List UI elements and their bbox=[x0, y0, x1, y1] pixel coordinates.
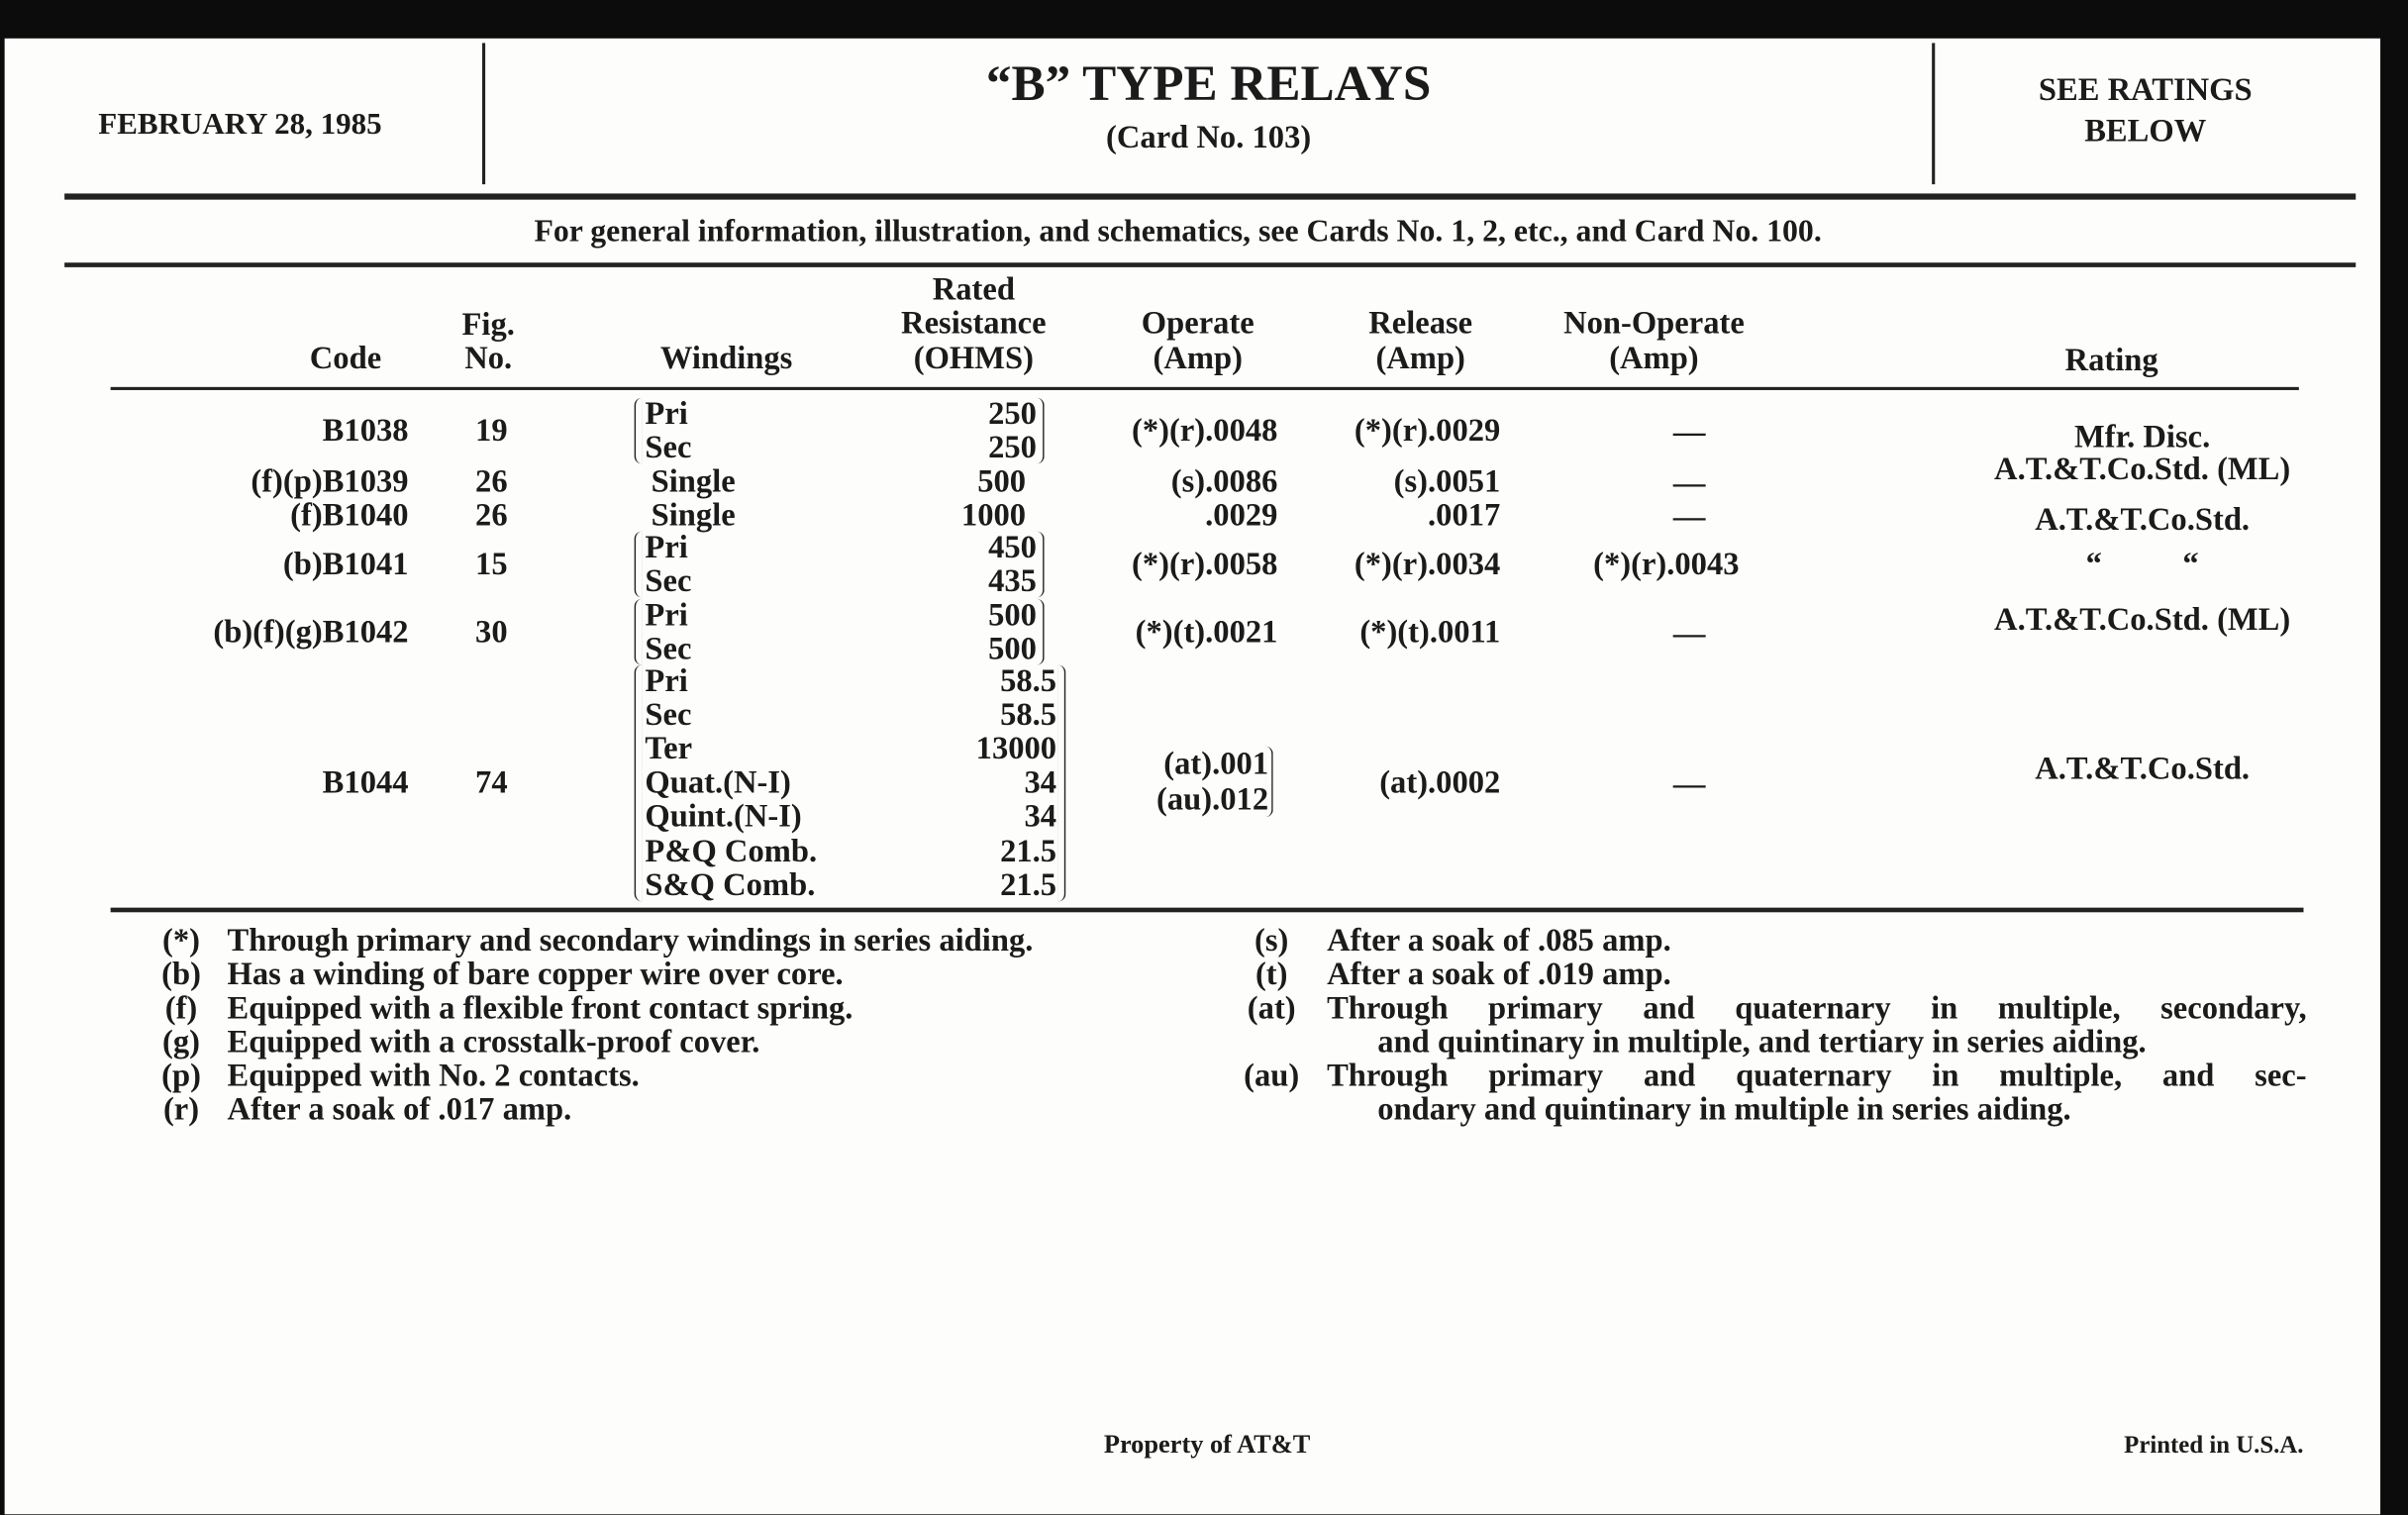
winding-ohms: 21.5 bbox=[1000, 865, 1057, 903]
row-non-operate: (*)(r).0043 bbox=[1593, 545, 1740, 582]
card-title: “B” TYPE RELAYS bbox=[985, 56, 1432, 113]
property-notice: Property of AT&T bbox=[1103, 1429, 1311, 1460]
col-operate-line2: (Amp) bbox=[1153, 339, 1244, 376]
footnote-text: ondary and quintinary in multiple in series aiding. bbox=[1377, 1090, 2071, 1128]
row-code: (b)(f)(g)B1042 bbox=[213, 612, 409, 651]
footnote-key: (g) bbox=[162, 1022, 201, 1060]
ohms-right-brace bbox=[1037, 599, 1045, 665]
header-divider-left bbox=[482, 43, 485, 184]
card-number: (Card No. 103) bbox=[1106, 118, 1312, 155]
winding-name: Pri bbox=[645, 528, 688, 565]
col-rating: Rating bbox=[2064, 341, 2158, 378]
winding-ohms: 250 bbox=[988, 394, 1037, 432]
winding-ohms: 500 bbox=[988, 630, 1037, 667]
windings-left-brace bbox=[635, 398, 643, 464]
footnote-key: (t) bbox=[1254, 955, 1288, 992]
footnote-key: (p) bbox=[161, 1057, 201, 1094]
footnote-key: (au) bbox=[1244, 1057, 1300, 1094]
winding-name: Single bbox=[651, 495, 736, 534]
footnote-text: Equipped with a flexible front contact spring. bbox=[227, 988, 853, 1027]
footnote-text: Has a winding of bare copper wire over core. bbox=[227, 955, 844, 992]
winding-name: Quint.(N-I) bbox=[645, 797, 802, 835]
winding-name: P&Q Comb. bbox=[645, 831, 818, 869]
footnote-text: Equipped with No. 2 contacts. bbox=[227, 1057, 640, 1094]
ohms-right-brace bbox=[1058, 665, 1066, 901]
info-rule bbox=[64, 262, 2356, 267]
winding-name: Sec bbox=[645, 561, 692, 600]
footnote-text: Through primary and quaternary in multiple, secondary, bbox=[1327, 988, 2307, 1027]
row-operate: (*)(r).0048 bbox=[1132, 411, 1278, 449]
winding-name: Quat.(N-I) bbox=[645, 763, 791, 801]
row-non-operate: — bbox=[1672, 413, 1706, 451]
row-fig: 26 bbox=[475, 461, 508, 500]
footnote-key: (r) bbox=[162, 1090, 200, 1128]
operate-right-brace bbox=[1265, 747, 1273, 817]
date-label: FEBRUARY 28, 1985 bbox=[98, 107, 382, 142]
footnote-text: and quintinary in multiple, and tertiary in series aiding. bbox=[1377, 1022, 2147, 1060]
table-bottom-rule bbox=[111, 908, 2304, 913]
row-code: B1038 bbox=[322, 411, 409, 449]
winding-ohms: 500 bbox=[988, 595, 1037, 634]
winding-ohms: 13000 bbox=[975, 730, 1057, 767]
footnote-text: Through primary and secondary windings in series aiding. bbox=[227, 921, 1034, 959]
row-rating: A.T.&T.Co.Std. (ML) bbox=[1994, 600, 2291, 638]
header-divider-right bbox=[1932, 43, 1935, 184]
footnote-key: (*) bbox=[162, 921, 201, 959]
col-non-operate-line1: Non-Operate bbox=[1563, 304, 1745, 342]
row-non-operate: — bbox=[1672, 463, 1706, 501]
ratings-note-line2: BELOW bbox=[2084, 112, 2207, 150]
row-operate: (at).001 bbox=[1163, 745, 1269, 782]
winding-ohms: 58.5 bbox=[1000, 661, 1057, 699]
col-non-operate-line2: (Amp) bbox=[1609, 339, 1699, 376]
col-windings: Windings bbox=[659, 339, 793, 376]
row-rating: A.T.&T.Co.Std. bbox=[2035, 500, 2251, 538]
winding-name: Pri bbox=[645, 595, 688, 634]
row-operate: (au).012 bbox=[1156, 780, 1269, 818]
winding-ohms: 450 bbox=[988, 528, 1037, 565]
row-code: (b)B1041 bbox=[282, 545, 409, 582]
row-release: (*)(r).0029 bbox=[1354, 411, 1501, 449]
col-fig-line1: Fig. bbox=[461, 305, 515, 343]
row-fig: 19 bbox=[475, 411, 508, 449]
column-header-rule bbox=[111, 387, 2299, 390]
winding-ohms: 435 bbox=[988, 561, 1037, 600]
winding-ohms: 500 bbox=[977, 461, 1027, 500]
winding-name: Sec bbox=[645, 630, 692, 667]
footnote-text: After a soak of .019 amp. bbox=[1327, 955, 1671, 992]
footnote-key: (f) bbox=[164, 988, 198, 1027]
footnote-key: (b) bbox=[161, 955, 201, 992]
winding-name: Pri bbox=[645, 394, 688, 432]
row-release: .0017 bbox=[1428, 495, 1501, 534]
col-code: Code bbox=[309, 339, 382, 376]
winding-name: Ter bbox=[645, 730, 693, 767]
row-fig: 74 bbox=[475, 763, 508, 801]
row-release: (s).0051 bbox=[1393, 461, 1501, 500]
row-rating: A.T.&T.Co.Std. bbox=[2035, 749, 2251, 787]
general-info-note: For general information, illustration, and schematics, see Cards No. 1, 2, etc., and Card No. 100. bbox=[534, 215, 1822, 250]
ohms-right-brace bbox=[1037, 532, 1045, 598]
row-non-operate: — bbox=[1672, 497, 1706, 535]
windings-left-brace bbox=[635, 599, 643, 665]
row-operate: (s).0086 bbox=[1170, 461, 1278, 500]
col-release-line1: Release bbox=[1368, 304, 1473, 342]
row-release: (*)(t).0011 bbox=[1359, 612, 1501, 651]
row-code: (f)(p)B1039 bbox=[251, 461, 409, 500]
footnote-text: After a soak of .017 amp. bbox=[227, 1090, 572, 1128]
row-rating: “ “ bbox=[2085, 545, 2199, 582]
footnote-key: (s) bbox=[1254, 921, 1289, 959]
row-operate: .0029 bbox=[1205, 495, 1278, 534]
winding-ohms: 34 bbox=[1024, 763, 1057, 801]
footnote-key: (at) bbox=[1247, 988, 1296, 1027]
row-fig: 30 bbox=[475, 612, 508, 651]
windings-left-brace bbox=[635, 665, 643, 901]
row-operate: (*)(t).0021 bbox=[1135, 612, 1278, 651]
footnote-text: After a soak of .085 amp. bbox=[1327, 921, 1671, 959]
row-fig: 26 bbox=[475, 495, 508, 534]
winding-name: Sec bbox=[645, 428, 692, 466]
winding-ohms: 250 bbox=[988, 428, 1037, 466]
row-code: B1044 bbox=[322, 763, 409, 801]
ratings-note-line1: SEE RATINGS bbox=[2038, 70, 2253, 108]
col-resistance-line2: Resistance bbox=[901, 304, 1047, 342]
winding-name: S&Q Comb. bbox=[645, 865, 816, 903]
printed-notice: Printed in U.S.A. bbox=[2124, 1433, 2304, 1460]
row-release: (at).0002 bbox=[1379, 763, 1501, 801]
winding-ohms: 58.5 bbox=[1000, 695, 1057, 733]
winding-ohms: 21.5 bbox=[1000, 831, 1057, 869]
row-rating: Mfr. Disc. bbox=[2074, 417, 2211, 455]
footnote-text: Through primary and quaternary in multiple, and sec- bbox=[1327, 1057, 2307, 1094]
row-code: (f)B1040 bbox=[290, 495, 409, 534]
col-release-line2: (Amp) bbox=[1375, 339, 1465, 376]
row-non-operate: — bbox=[1672, 614, 1706, 652]
col-operate-line1: Operate bbox=[1141, 304, 1254, 342]
winding-name: Single bbox=[651, 461, 736, 500]
winding-name: Sec bbox=[645, 695, 692, 733]
windings-left-brace bbox=[635, 532, 643, 598]
footnote-text: Equipped with a crosstalk-proof cover. bbox=[227, 1022, 760, 1060]
row-release: (*)(r).0034 bbox=[1354, 545, 1501, 582]
row-fig: 15 bbox=[475, 545, 508, 582]
col-resistance-line1: Rated bbox=[932, 269, 1015, 308]
winding-name: Pri bbox=[645, 661, 688, 699]
ohms-right-brace bbox=[1037, 398, 1045, 464]
col-fig-line2: No. bbox=[464, 339, 513, 376]
winding-ohms: 34 bbox=[1024, 797, 1057, 835]
col-resistance-line3: (OHMS) bbox=[913, 339, 1034, 376]
winding-ohms: 1000 bbox=[960, 495, 1027, 534]
row-operate: (*)(r).0058 bbox=[1132, 545, 1278, 582]
row-rating: A.T.&T.Co.Std. (ML) bbox=[1994, 450, 2291, 487]
header-rule bbox=[64, 193, 2356, 199]
row-non-operate: — bbox=[1672, 764, 1706, 803]
